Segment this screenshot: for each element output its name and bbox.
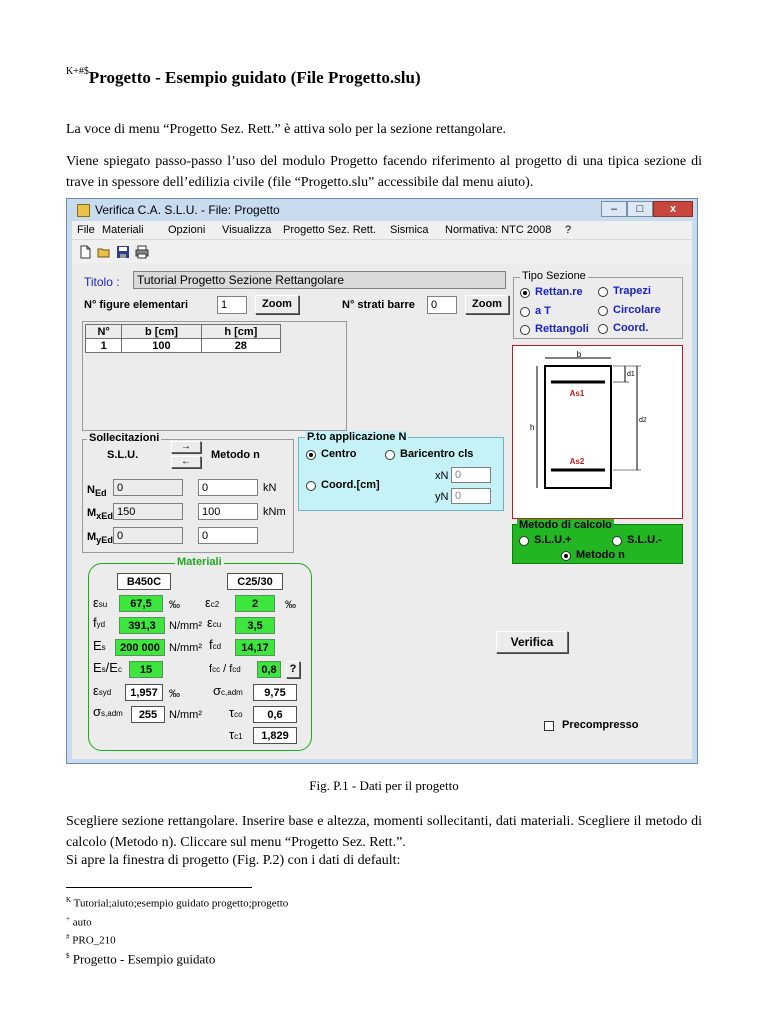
es-ec-value[interactable]: 15 [129,661,163,678]
metodo-calcolo-group [512,519,683,564]
copy-right-button[interactable]: → [171,441,201,453]
paragraph-4: Si apre la finestra di progetto (Fig. P.2) con i dati di default: [66,853,401,868]
slu-label: S.L.U. [107,449,139,461]
titolo-label: Titolo : [84,275,120,289]
radio-label-metodo-n: Metodo n [576,549,625,561]
es-unit: N/mm² [169,642,202,654]
menu-help[interactable]: ? [565,224,572,236]
app-icon [77,204,90,217]
precompresso-area [534,715,646,737]
es-ec-symbol: Es/Ec [93,660,122,675]
radio-label-centro: Centro [321,448,357,460]
footnotes [66,893,288,966]
kn-unit: kN [263,482,277,494]
document-heading [66,68,421,88]
table-header: b [cm] [122,325,201,339]
figure-caption: Fig. P.1 - Dati per il progetto [309,778,459,793]
radio-slu-plus[interactable] [519,536,529,546]
radio-rettanre[interactable] [520,288,530,298]
n-strati-label: N° strati barre [342,299,415,311]
tc1-symbol: τc1 [229,727,243,742]
concrete-class[interactable]: C25/30 [227,573,283,590]
xn-label: xN [435,470,449,482]
esu-value[interactable]: 67,5 [119,595,163,612]
radio-label-baricentro: Baricentro cls [400,448,474,460]
precompresso-checkbox[interactable] [544,721,554,731]
ecu-value[interactable]: 3,5 [235,617,275,634]
radio-label-slu-plus: S.L.U.+ [534,534,572,546]
metodo-n-label: Metodo n [211,449,260,461]
myed-label: $M_{yEd}$ [87,531,113,546]
copy-left-button[interactable]: ← [171,456,201,468]
paragraph-1: La voce di menu “Progetto Sez. Rett.” è attiva solo per la sezione rettangolare. [66,122,507,137]
ecu-symbol: εcu [207,615,222,630]
yn-label: yN [435,491,449,503]
menu-file[interactable]: File [77,224,95,236]
radio-label-at: a T [535,305,551,317]
radio-coord[interactable] [598,324,608,334]
tipo-sezione-group [513,270,683,339]
tco-value: 0,6 [253,706,297,723]
table-cell[interactable]: 100 [122,339,201,353]
precompresso-label: Precompresso [562,719,639,731]
esyd-symbol: εsyd [93,683,112,698]
label-d1: d1 [627,371,635,378]
fyd-value[interactable]: 391,3 [119,617,165,634]
yn-input[interactable]: 0 [451,488,491,504]
tco-symbol: τco [229,705,243,720]
toolbar [72,239,692,264]
titolo-input[interactable]: Tutorial Progetto Sezione Rettangolare [133,271,506,289]
menu-visualizza[interactable]: Visualizza [222,224,272,236]
myed-n-input[interactable]: 0 [198,527,258,544]
menu-progetto-sez-rett[interactable]: Progetto Sez. Rett. [283,224,376,236]
metodo-calcolo-title: Metodo di calcolo [519,519,612,531]
applicazione-title: P.to applicazione N [307,431,407,443]
paragraph-2: Viene spiegato passo-passo l’uso del modulo Progetto facendo riferimento al progetto di una tipica sezione di trave in spessore dell’edilizia civile (file “Progetto.slu” accessibile dal menu aiuto). [66,154,702,190]
app-window [66,198,698,764]
sollecitazioni-title: Sollecitazioni [89,432,160,444]
fcc-fcd-value[interactable]: 0,8 [257,661,281,678]
mxed-n-input[interactable]: 100 [198,503,258,520]
minimize-button[interactable]: – [601,201,627,217]
footnote-dollar: $ Progetto - Esempio guidato [66,951,216,967]
table-header: h [cm] [201,325,280,339]
help-button[interactable]: ? [286,661,300,678]
fyd-symbol: fyd [93,615,106,630]
radio-metodo-n[interactable] [561,551,571,561]
ss-adm-value[interactable]: 255 [131,706,165,723]
radio-label-rettanre: Rettan.re [535,286,583,298]
radio-rettangoli[interactable] [520,325,530,335]
title-footnote-marks: K+#$ [66,66,89,78]
footnote-rule [66,887,252,888]
menu-sismica[interactable]: Sismica [390,224,429,236]
radio-slu-minus[interactable] [612,536,622,546]
table-header: N° [86,325,122,339]
open-folder-icon[interactable] [97,245,111,259]
esu-symbol: εsu [93,595,108,610]
tc1-value: 1,829 [253,727,297,744]
materiali-title: Materiali [177,556,222,568]
radio-trapezi[interactable] [598,287,608,297]
radio-centro[interactable] [306,450,316,460]
label-as1: As1 [569,389,585,398]
radio-label-circolare: Circolare [613,304,661,316]
close-button[interactable]: x [653,201,693,217]
verifica-button[interactable]: Verifica [496,631,568,653]
ss-adm-unit: N/mm² [169,709,202,721]
figures-table-area [82,321,347,431]
radio-at[interactable] [520,307,530,317]
n-strati-input[interactable]: 0 [427,296,457,314]
ec2-unit: ‰ [285,599,296,611]
ec2-symbol: εc2 [205,595,220,610]
print-icon[interactable] [135,245,149,259]
table-cell[interactable]: 1 [86,339,122,353]
esyd-value: 1,957 [125,684,163,701]
es-value[interactable]: 200 000 [115,639,165,656]
radio-label-coord: Coord. [613,322,649,334]
fcd-value[interactable]: 14,17 [235,639,275,656]
figures-table [85,324,281,353]
esu-unit: ‰ [169,599,180,611]
menu-materiali[interactable]: Materiali [102,224,144,236]
radio-label-rettangoli: Rettangoli [535,323,589,335]
myed-slu-input[interactable]: 0 [113,527,183,544]
n-figure-label: N° figure elementari [84,299,189,311]
radio-coord-cm[interactable] [306,481,316,491]
menu-normativa[interactable]: Normativa: NTC 2008 [445,224,552,236]
fyd-unit: N/mm² [169,620,202,632]
label-d2: d2 [639,417,647,424]
fcc-fcd-symbol: fcc / fcd [209,663,241,675]
steel-class[interactable]: B450C [117,573,171,590]
footnote-k: $^K$ Tutorial;aiuto;esempio guidato progetto;progetto [66,896,289,910]
document-title: Progetto - Esempio guidato (File Progetto.slu) [88,68,421,87]
knm-unit: kNm [263,506,286,518]
paragraph-3: Scegliere sezione rettangolare. Inserire base e altezza, momenti sollecitanti, dati materiali. Scegliere il metodo di calcolo (Metodo n). Cliccare sul menu “Progetto Sez. Rett.”. [66,814,702,850]
mxed-label: $M_{xEd}$ [87,507,113,522]
menu-bar [72,221,692,239]
section-drawing [513,346,682,518]
footnote-hash: # PRO_210 [66,933,116,947]
es-symbol: Es [93,638,106,653]
table-cell[interactable]: 28 [201,339,280,353]
ned-label: $N_{Ed}$ [87,484,107,499]
client-area [72,263,692,759]
materiali-group [88,556,312,751]
save-icon[interactable] [116,245,130,259]
sc-adm-symbol: σc,adm [213,683,243,698]
applicazione-group [298,431,504,511]
radio-baricentro[interactable] [385,450,395,460]
sollecitazioni-group [82,432,294,553]
xn-input[interactable]: 0 [451,467,491,483]
sc-adm-value: 9,75 [253,684,297,701]
section-figure [512,345,683,519]
radio-label-trapezi: Trapezi [613,285,651,297]
footnote-plus: + auto [66,914,92,929]
label-as2: As2 [569,457,585,466]
window-title: Verifica C.A. S.L.U. - File: Progetto [95,203,280,217]
radio-circolare[interactable] [598,306,608,316]
new-file-icon[interactable] [78,245,92,259]
tipo-sezione-title: Tipo Sezione [522,270,586,282]
label-b: b [576,350,582,359]
ned-slu-input[interactable]: 0 [113,479,183,496]
mxed-slu-input[interactable]: 150 [113,503,183,520]
fcd-symbol: fcd [209,637,222,652]
ned-n-input[interactable]: 0 [198,479,258,496]
n-figure-input[interactable]: 1 [217,296,247,314]
radio-label-coord-cm: Coord.[cm] [321,479,380,491]
radio-label-slu-minus: S.L.U.- [627,534,662,546]
ec2-value[interactable]: 2 [235,595,275,612]
esyd-unit: ‰ [169,688,180,700]
label-h: h [530,423,535,432]
maximize-button[interactable]: □ [627,201,653,217]
zoom-figure-button[interactable]: Zoom [255,295,299,314]
zoom-strati-button[interactable]: Zoom [465,295,509,314]
ss-adm-symbol: σs,adm [93,704,123,719]
menu-opzioni[interactable]: Opzioni [168,224,206,236]
